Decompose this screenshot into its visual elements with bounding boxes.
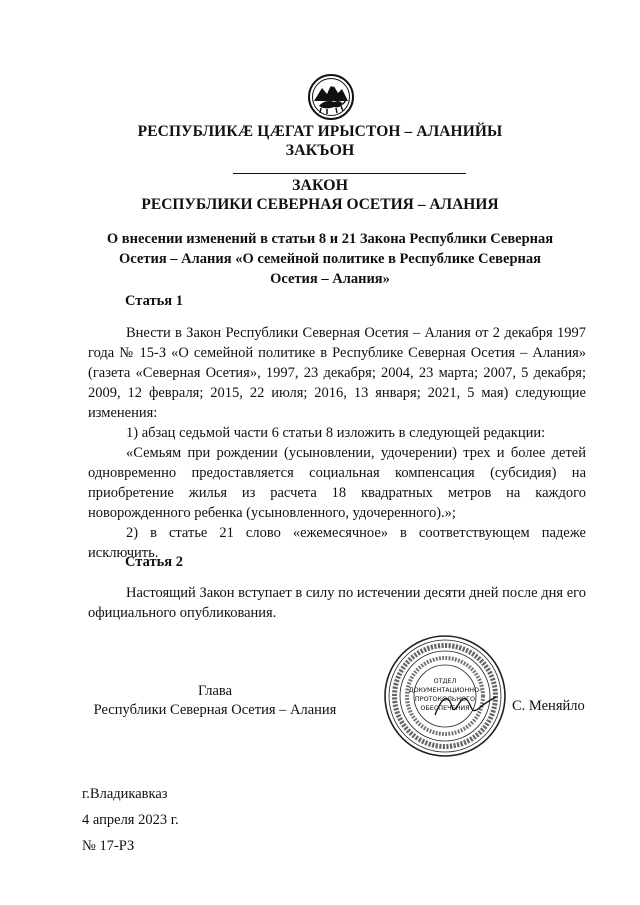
article-1-heading: Статья 1 [125,293,183,309]
article-1-body [88,323,586,563]
header-republic-ossetian: РЕСПУБЛИКӔ ЦӔГАТ ИРЫСТОН – АЛАНИЙЫ [137,123,503,140]
article-1-intro: Внести в Закон Республики Северная Осетия – Алания от 2 декабря 1997 года № 15-З «О семейной политике в Республике Северная Осетия – Алания» (газета «Северная Осетия», 1997, 23 декабря; 2004, 23 марта; 2007, 5 декабря; 2009, 12 февраля; 2015, 22 июля; 2016, 13 января; 2021, 5 мая) следующие изменения: [88,325,586,421]
law-title [100,229,560,289]
signatory-position-line: Глава [197,683,233,699]
header-law-russian: ЗАКОН [291,177,349,194]
article-2-body [88,583,586,623]
law-title-line: Осетия – Алания «О семейной политике в Республике Северная [119,251,541,267]
stamp-center-text: ДОКУМЕНТАЦИОННО- [408,686,482,694]
signatory-position [80,682,350,720]
signatory-position-line: Республики Северная Осетия – Алания [93,702,337,718]
stamp-center-text: ОТДЕЛ [433,677,457,685]
article-1-item-2: 2) в статье 21 слово «ежемесячное» в соответствующем падеже исключить. [88,525,586,561]
signatory-name: С. Меняйло [512,698,585,714]
handwritten-signature [430,685,500,725]
date-of-signing: 4 апреля 2023 г. [82,812,179,828]
header-law-ossetian: ЗАКЪОН [285,142,355,159]
article-1-quote: «Семьям при рождении (усыновлении, удочерении) трех и более детей одновременно предоставляется социальная компенсация (субсидия) на приобретение жилья из расчета 18 квадратных метров на каждого новорожденного ребенка (усыновленного, удочеренного).»; [88,445,586,521]
coat-of-arms-emblem [307,71,355,123]
article-2-text: Настоящий Закон вступает в силу по истечении десяти дней после дня его официального опубликования. [88,585,586,621]
stamp-center-text: ОБЕСПЕЧЕНИЯ [420,704,470,712]
law-title-line: Осетия – Алания» [270,271,390,287]
header-republic-russian: РЕСПУБЛИКИ СЕВЕРНАЯ ОСЕТИЯ – АЛАНИЯ [141,196,499,213]
header-divider [233,173,466,174]
article-2-heading: Статья 2 [125,554,183,570]
article-1-item-1: 1) абзац седьмой части 6 статьи 8 изложить в следующей редакции: [126,425,546,441]
stamp-center-text: ПРОТОКОЛЬНОГО [414,695,476,703]
law-number: № 17-РЗ [82,838,135,854]
place-of-signing: г.Владикавказ [82,786,168,802]
law-title-line: О внесении изменений в статьи 8 и 21 Закона Республики Северная [106,231,554,247]
